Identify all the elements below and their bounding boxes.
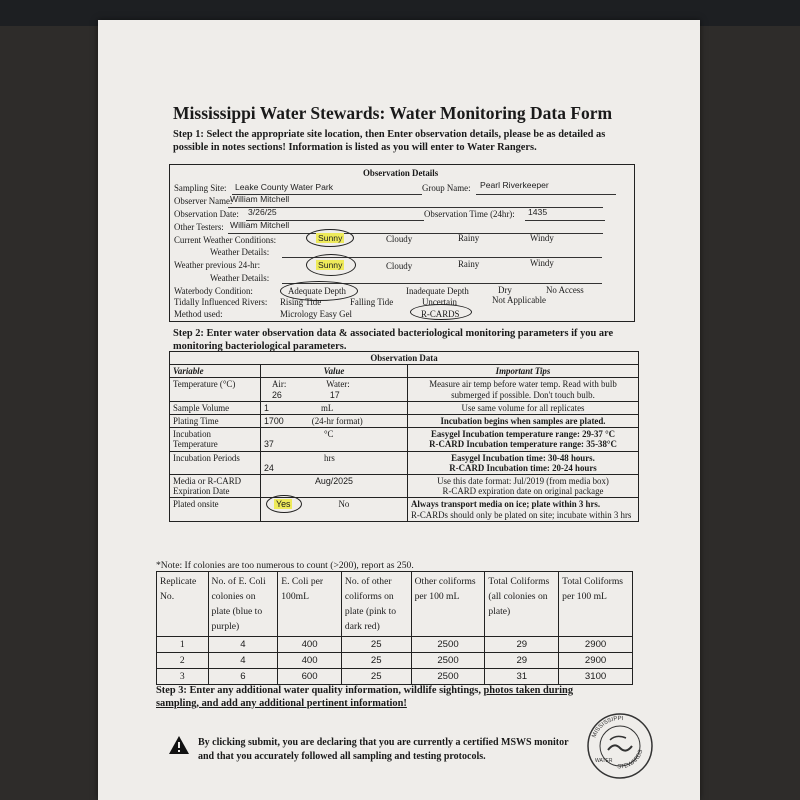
certification-warning: By clicking submit, you are declaring that you are currently a certified MSWS monitor and that you accurately followed all sampling and testing protocols. [198, 737, 569, 762]
waterbody-option-dry[interactable]: Dry [498, 285, 512, 295]
water-label: Water: [326, 379, 350, 390]
replicates-cell[interactable]: 4 [208, 637, 278, 653]
weather-option-windy[interactable]: Windy [530, 233, 554, 243]
replicates-cell[interactable]: 2500 [411, 653, 485, 669]
replicates-cell[interactable]: 29 [485, 637, 559, 653]
expiration-date-value[interactable]: Aug/2025 [261, 475, 408, 498]
weather-option-rainy[interactable]: Rainy [458, 233, 480, 243]
plating-time-cell[interactable] [261, 415, 408, 428]
incubation-temp-tip-easygel: Easygel Incubation temperature range: 29-37 °C [430, 429, 616, 440]
plating-time-tip: Incubation begins when samples are plated. [408, 415, 639, 428]
water-temp-value[interactable]: 17 [329, 389, 340, 400]
replicates-header-row [157, 572, 633, 637]
tidal-option-rising[interactable]: Rising Tide [280, 297, 322, 307]
temperature-tip: Measure air temp before water temp. Read with bulb submerged if possible. Don't touch bulb. [408, 378, 639, 401]
plating-time-value[interactable]: 1700 [264, 416, 284, 427]
plated-onsite-circle [266, 495, 302, 513]
replicates-cell[interactable]: 3100 [559, 669, 633, 685]
table-row [170, 428, 639, 451]
table-row [170, 378, 639, 401]
warning-icon [168, 735, 190, 755]
incubation-temperature-unit: °C [324, 429, 334, 440]
incubation-temperature-label: Incubation Temperature [170, 428, 261, 451]
sample-volume-tip: Use same volume for all replicates [408, 401, 639, 414]
col-tips: Important Tips [408, 365, 639, 378]
table-row [170, 498, 639, 521]
sampling-site-label: Sampling Site: [174, 183, 227, 193]
current-weather-circle [306, 229, 354, 247]
replicates-cell[interactable]: 25 [341, 669, 411, 685]
sample-volume-value[interactable]: 1 [264, 402, 269, 413]
plating-time-label: Plating Time [170, 415, 261, 428]
other-testers-label: Other Testers: [174, 222, 224, 232]
incubation-periods-value[interactable]: 24 [264, 462, 274, 473]
replicates-header-cell: Total Coliforms (all colonies on plate) [485, 572, 559, 637]
replicates-cell[interactable]: 2500 [411, 669, 485, 685]
replicates-header-cell: Other coliforms per 100 mL [411, 572, 485, 637]
incubation-periods-label: Incubation Periods [170, 451, 261, 474]
sample-volume-label: Sample Volume [170, 401, 261, 414]
observer-name-value[interactable]: William Mitchell [230, 194, 290, 204]
seal-top-text: MISSISSIPPI [591, 715, 624, 739]
step3-underlined-text: photos taken during sampling, and add any additional pertinent information! [156, 685, 574, 709]
svg-text:MISSISSIPPI [591, 716, 623, 739]
method-used-circle [410, 304, 472, 320]
observation-details-box [169, 164, 635, 322]
observation-data-table [169, 351, 639, 522]
onsite-tip-transport: Always transport media on ice; plate within 3 hrs. [411, 499, 601, 510]
step2-instructions: Step 2: Enter water observation data & associated bacteriological monitoring parameters if you are monitoring bacteriological parameters. [173, 328, 614, 352]
incubation-periods-tip [408, 451, 639, 474]
step1-instructions: Step 1: Select the appropriate site location, then Enter observation details, please be as detailed as possible in notes sections! Information is listed as you will enter to Water Rangers. [173, 129, 606, 153]
waterbody-option-no-access[interactable]: No Access [546, 285, 584, 295]
group-name-line [476, 194, 616, 195]
svg-text:STEWARDS [617, 749, 644, 770]
incubation-temperature-value[interactable]: 37 [264, 439, 274, 450]
previous-weather-label: Weather previous 24-hr: [174, 260, 261, 270]
replicates-header-cell: E. Coli per 100mL [278, 572, 342, 637]
method-option-rcards[interactable]: R-CARDS [421, 309, 460, 319]
replicates-cell[interactable]: 6 [208, 669, 278, 685]
previous-weather-circle [306, 254, 356, 276]
replicates-cell[interactable]: 600 [278, 669, 342, 685]
replicates-cell: 2 [157, 653, 209, 669]
prev-weather-details-label: Weather Details: [210, 273, 270, 283]
tidal-rivers-label: Tidally Influenced Rivers: [174, 297, 268, 307]
replicates-cell[interactable]: 400 [278, 653, 342, 669]
tidal-option-not-applicable[interactable]: Not Applicable [492, 295, 546, 305]
plated-onsite-cell[interactable] [261, 498, 408, 521]
incubation-temperature-tip [408, 428, 639, 451]
incubation-temperature-cell[interactable] [261, 428, 408, 451]
replicates-cell[interactable]: 4 [208, 653, 278, 669]
air-temp-value[interactable]: 26 [272, 389, 282, 400]
tidal-option-falling[interactable]: Falling Tide [350, 297, 394, 307]
form-paper [98, 20, 700, 800]
group-name-value[interactable]: Pearl Riverkeeper [480, 180, 549, 190]
observation-date-value[interactable]: 3/26/25 [248, 207, 277, 217]
group-name-label: Group Name: [422, 183, 471, 193]
onsite-tip-rcard: R-CARDs should only be plated on site; incubate within 3 hrs [411, 509, 632, 520]
current-weather-label: Current Weather Conditions: [174, 235, 277, 245]
sample-volume-cell[interactable] [261, 401, 408, 414]
table-row [170, 475, 639, 498]
col-value: Value [261, 365, 408, 378]
observer-name-label: Observer Name: [174, 196, 233, 206]
tidal-option-uncertain[interactable]: Uncertain [422, 297, 457, 307]
sampling-site-value[interactable]: Leake County Water Park [235, 182, 334, 192]
msws-seal-logo [586, 712, 654, 780]
incubation-period-tip-easygel: Easygel Incubation time: 30-48 hours. [451, 452, 595, 463]
method-used-label: Method used: [174, 309, 223, 319]
table-row [170, 451, 639, 474]
waterbody-option-inadequate[interactable]: Inadequate Depth [406, 286, 469, 296]
table-row [157, 637, 633, 653]
table-row [170, 415, 639, 428]
air-label: Air: [272, 379, 287, 390]
expiration-tip-rcard: R-CARD expiration date on original package [442, 486, 604, 497]
waterbody-option-adequate[interactable]: Adequate Depth [288, 286, 346, 296]
incubation-period-tip-rcard: R-CARD Incubation time: 20-24 hours [449, 462, 597, 473]
incubation-periods-unit: hrs [324, 452, 335, 463]
prev-weather-option-windy[interactable]: Windy [530, 258, 554, 268]
observation-data-header: Observation Data [170, 352, 639, 365]
table-row [157, 653, 633, 669]
seal-bottom-text: STEWARDS [617, 749, 645, 771]
replicates-cell[interactable]: 29 [485, 653, 559, 669]
observation-details-header: Observation Details [363, 168, 439, 178]
observation-time-value[interactable]: 1435 [528, 207, 548, 217]
prev-weather-sunny-highlight: Sunny [318, 260, 343, 270]
replicates-cell[interactable]: 31 [485, 669, 559, 685]
colony-note: *Note: If colonies are too numerous to count (>200), report as 250. [156, 560, 414, 571]
temperature-value[interactable] [261, 378, 408, 401]
observation-date-label: Observation Date: [174, 209, 239, 219]
replicates-cell[interactable]: 2500 [411, 637, 485, 653]
form-title: Mississippi Water Stewards: Water Monitoring Data Form [173, 103, 613, 123]
replicates-cell[interactable]: 2900 [559, 637, 633, 653]
incubation-periods-cell[interactable] [261, 451, 408, 474]
waterbody-condition-label: Waterbody Condition: [174, 286, 253, 296]
plated-onsite-tip [408, 498, 639, 521]
temperature-label: Temperature (°C) [170, 378, 261, 401]
plated-onsite-no[interactable]: No [338, 499, 350, 510]
replicates-cell[interactable]: 2900 [559, 653, 633, 669]
replicates-cell[interactable]: 400 [278, 637, 342, 653]
method-option-easygel[interactable]: Micrology Easy Gel [280, 309, 352, 319]
replicates-cell[interactable]: 25 [341, 637, 411, 653]
observation-time-label: Observation Time (24hr): [424, 209, 515, 219]
replicates-header-cell: Total Coliforms per 100 mL [559, 572, 633, 637]
replicates-table [156, 571, 633, 685]
plated-onsite-label: Plated onsite [170, 498, 261, 521]
replicates-cell[interactable]: 25 [341, 653, 411, 669]
weather-option-cloudy[interactable]: Cloudy [386, 234, 413, 244]
incubation-temp-tip-rcard: R-CARD Incubation temperature range: 35-38°C [429, 439, 617, 450]
col-variable: Variable [170, 365, 261, 378]
observation-time-line [525, 220, 605, 221]
replicates-header-cell: No. of other coliforms on plate (pink to dark red) [341, 572, 411, 637]
seal-left-text: WATER [595, 758, 613, 764]
other-testers-value[interactable]: William Mitchell [230, 220, 290, 230]
weather-sunny-highlight: Sunny [318, 233, 343, 243]
prev-weather-option-rainy[interactable]: Rainy [458, 259, 480, 269]
replicates-header-cell: No. of E. Coli colonies on plate (blue to purple) [208, 572, 278, 637]
plated-onsite-yes[interactable]: Yes [276, 499, 291, 510]
plating-time-unit: (24-hr format) [311, 416, 363, 427]
expiration-date-label: Media or R-CARD Expiration Date [170, 475, 261, 498]
replicates-header-cell: Replicate No. [157, 572, 209, 637]
weather-details-label: Weather Details: [210, 247, 270, 257]
replicates-cell: 3 [157, 669, 209, 685]
table-row [157, 669, 633, 685]
replicates-cell: 1 [157, 637, 209, 653]
prev-weather-option-cloudy[interactable]: Cloudy [386, 261, 413, 271]
expiration-tip-format: Use this date format: Jul/2019 (from media box) [437, 476, 609, 487]
step3-instructions [156, 685, 596, 710]
step3-text: Step 3: Enter any additional water quality information, wildlife sightings, [156, 685, 484, 696]
sample-volume-unit: mL [320, 402, 334, 413]
table-row [170, 401, 639, 414]
expiration-date-tip [408, 475, 639, 498]
